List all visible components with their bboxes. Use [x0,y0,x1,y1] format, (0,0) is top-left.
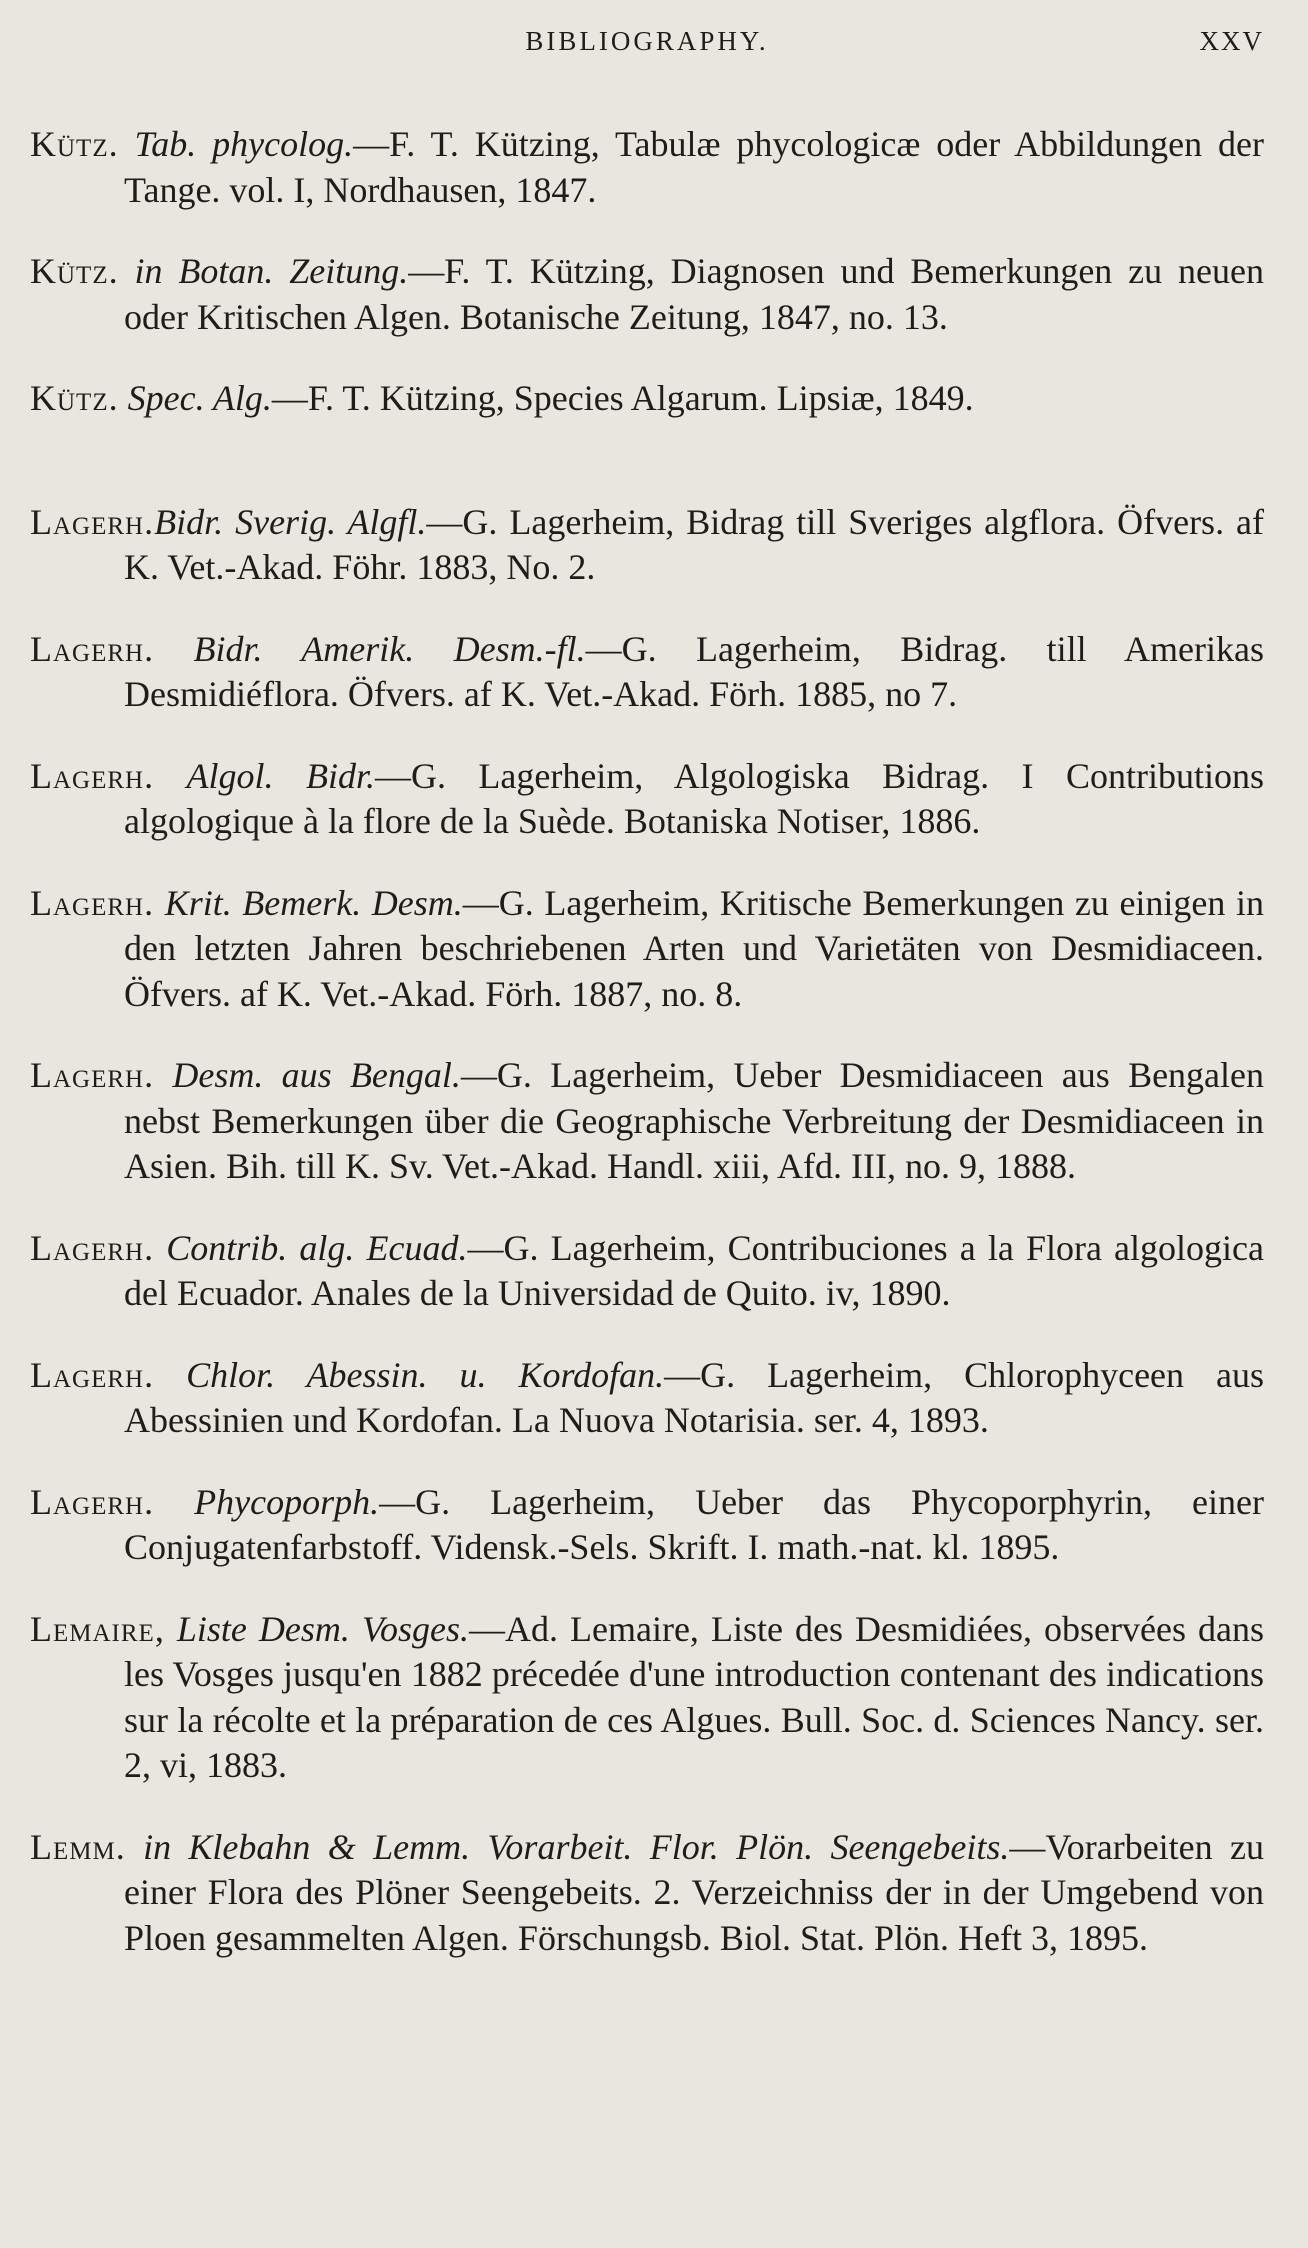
entry-text: —G. Lagerheim, Contribuciones a la Flora algologica del Ecuador. Anales de la Universidad de Quito. iv, 1890. [124,1227,1265,1313]
entry-abbreviation: Contrib. alg. Ecuad. [166,1227,468,1268]
entry-abbreviation: Desm. aus Bengal. [172,1055,461,1095]
entry-text: —G. Lagerheim, Ueber das Phycoporphyrin, einer Conjugatenfarbstoff. Vidensk.-Sels. Skrift. I. math.-nat. kl. 1895. [124,1481,1264,1567]
entry-abbreviation: Chlor. Abessin. u. Kordofan. [186,1354,665,1395]
bibliography-entry [30,1353,1264,1444]
entry-text: —G. Lagerheim, Bidrag till Sveriges algflora. Öfvers. af K. Vet.-Akad. Föhr. 1883, No. 2. [124,501,1265,587]
bibliography-entry [30,1825,1264,1962]
bibliography-entry [30,1053,1264,1190]
bibliography-entry [30,500,1264,591]
entry-author: Kütz. [30,378,119,418]
entry-abbreviation: Krit. Bemerk. Desm. [164,882,463,923]
entry-abbreviation: Liste Desm. Vosges. [176,1608,469,1649]
entry-text: —G. Lagerheim, Algologiska Bidrag. I Contributions algologique à la flore de la Suède. Botaniska Notiser, 1886. [124,755,1264,841]
entry-author: Lagerh. [30,1227,155,1268]
entry-abbreviation: Bidr. Amerik. Desm.-fl. [193,628,586,669]
page-number: XXV [1199,26,1264,56]
bibliography-entry [30,881,1264,1018]
entry-abbreviation: Algol. Bidr. [186,755,375,796]
bibliography-entry [30,249,1264,340]
entry-text: —G. Lagerheim, Ueber Desmidiaceen aus Bengalen nebst Bemerkungen über die Geographische Verbreitung der Desmidiaceen in Asien. Bih. till K. Sv. Vet.-Akad. Handl. xiii, Afd. III, no. 9, 1888. [124,1055,1265,1186]
entry-text: —Vorarbeiten zu einer Flora des Plöner Seengebeits. 2. Verzeichniss der in der Umgebend von Ploen gesammelten Algen. Förschungsb. Biol. Stat. Plön. Heft 3, 1895. [124,1826,1264,1958]
entry-author: Lemaire, [30,1608,165,1649]
entry-text: —Ad. Lemaire, Liste des Desmidiées, observées dans les Vosges jusqu'en 1882 précedée d'une introduction contenant des indications sur la récolte et la préparation de ces Algues. Bull. Soc. d. Sciences Nancy. ser. 2, vi, 1883. [124,1608,1265,1785]
entry-abbreviation: Phycoporph. [194,1481,380,1522]
bibliography-entry [30,122,1264,213]
bibliography-entry [30,1226,1264,1317]
entry-text: —F. T. Kützing, Tabulæ phycologicæ oder Abbildungen der Tange. vol. I, Nordhausen, 1847. [124,124,1264,210]
entry-author: Lagerh. [30,1354,155,1395]
entry-author: Kütz. [30,251,119,291]
entry-text: —G. Lagerheim, Kritische Bemerkungen zu einigen in den letzten Jahren beschriebenen Arten und Varietäten von Desmidiaceen. Öfvers. af K. Vet.-Akad. Förh. 1887, no. 8. [124,882,1264,1014]
bibliography-entries [30,122,1264,1961]
entry-author: Lemm. [30,1826,126,1867]
bibliography-entry [30,1480,1264,1571]
entry-abbreviation: Bidr. Sverig. Algfl. [154,501,427,542]
entry-text: —G. Lagerheim, Chlorophyceen aus Abessinien und Kordofan. La Nuova Notarisia. ser. 4, 1893. [124,1354,1265,1440]
entry-text: —F. T. Kützing, Species Algarum. Lipsiæ, 1849. [271,378,974,418]
entry-author: Lagerh. [30,628,155,669]
entry-abbreviation: Tab. phycolog. [134,124,354,164]
entry-abbreviation: in Klebahn & Lemm. Vorarbeit. Flor. Plön. Seengebeits. [143,1826,1010,1867]
entry-author: Lagerh. [30,755,155,796]
entry-abbreviation: Spec. Alg. [127,378,272,418]
entry-text: —G. Lagerheim, Bidrag. till Amerikas Desmidiéflora. Öfvers. af K. Vet.-Akad. Förh. 1885, no 7. [124,628,1265,714]
entry-author: Lagerh. [30,501,155,542]
bibliography-entry [30,376,1264,422]
bibliography-entry [30,754,1264,845]
running-head-title: BIBLIOGRAPHY. [525,26,769,56]
entry-abbreviation: in Botan. Zeitung. [134,251,409,291]
entry-author: Lagerh. [30,1055,155,1095]
entry-text: —F. T. Kützing, Diagnosen und Bemerkungen zu neuen oder Kritischen Algen. Botanische Zeitung, 1847, no. 13. [124,251,1264,337]
entry-author: Lagerh. [30,1481,155,1522]
bibliography-entry [30,1607,1264,1789]
running-head [30,22,1264,62]
entry-author: Lagerh. [30,882,155,923]
bibliography-entry [30,627,1264,718]
entry-author: Kütz. [30,124,119,164]
